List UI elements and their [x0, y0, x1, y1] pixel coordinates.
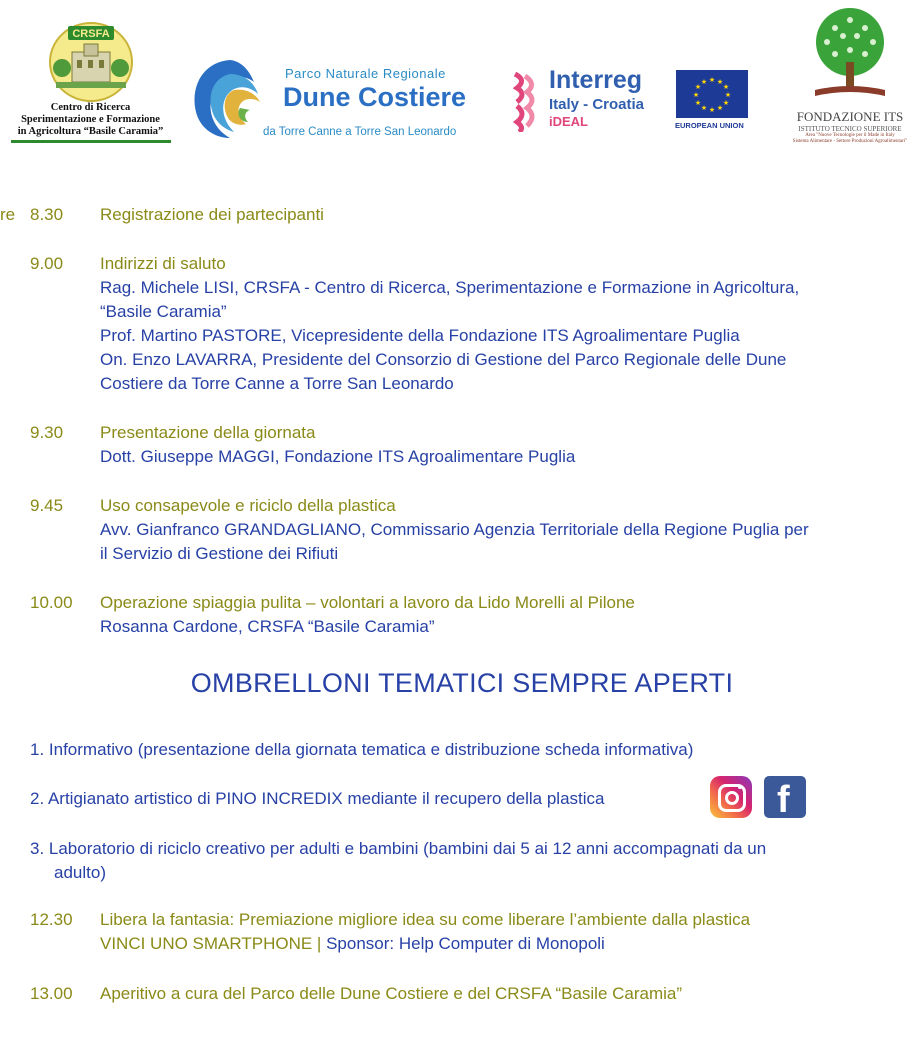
entry-title: Operazione spiaggia pulita – volontari a lavoro da Lido Morelli al Pilone [100, 593, 635, 612]
entry-detail: Rosanna Cardone, CRSFA “Basile Caramia” [100, 617, 435, 636]
entry-detail: Avv. Gianfranco GRANDAGLIANO, Commissario Agenzia Territoriale della Regione Puglia per [100, 520, 809, 539]
entry-title: Libera la fantasia: Premiazione migliore idea su come liberare l’ambiente dalla plastica [100, 910, 751, 929]
entry-detail: Rag. Michele LISI, CRSFA - Centro di Ricerca, Sperimentazione e Formazione in Agricoltura, [100, 278, 800, 297]
facebook-glyph: f [777, 779, 790, 818]
entry-title: Uso consapevole e riciclo della plastica [100, 496, 396, 515]
interreg-title: Interreg [549, 66, 643, 94]
list-item-laboratorio [30, 837, 920, 885]
crsfa-logo [8, 22, 173, 152]
crsfa-badge-text: CRSFA [71, 28, 110, 40]
eu-caption: EUROPEAN UNION [675, 121, 744, 130]
entry-time: 9.00 [30, 254, 64, 273]
svg-text:★: ★ [708, 106, 716, 114]
facebook-icon[interactable] [764, 776, 806, 818]
eu-flag-icon [676, 70, 748, 118]
cut-prefix: re [0, 205, 16, 224]
entry-detail: On. Enzo LAVARRA, Presidente del Consorzio di Gestione del Parco Regionale delle Dune [100, 350, 787, 369]
svg-text:★: ★ [724, 91, 732, 99]
svg-text:★: ★ [708, 76, 716, 84]
its-subtitle: ISTITUTO TECNICO SUPERIORE [798, 125, 902, 133]
svg-text:★: ★ [722, 99, 730, 107]
svg-text:★: ★ [722, 83, 730, 91]
list-item-text: 3. Laboratorio di riciclo creativo per adulti e bambini (bambini dai 5 ai 12 anni accompagnati da un [30, 839, 767, 858]
entry-detail: Prof. Martino PASTORE, Vicepresidente della Fondazione ITS Agroalimentare Puglia [100, 326, 740, 345]
interreg-project: iDEAL [549, 114, 588, 129]
svg-text:★: ★ [716, 104, 724, 112]
interreg-logo [513, 66, 753, 136]
dune-subtitle: Parco Naturale Regionale [285, 66, 446, 81]
svg-text:★: ★ [694, 83, 702, 91]
section-title: OMBRELLONI TEMATICI SEMPRE APERTI [190, 668, 734, 698]
entry-time: 10.00 [30, 593, 73, 612]
entry-title: Presentazione della giornata [100, 423, 316, 442]
entry-title: Registrazione dei partecipanti [100, 205, 324, 224]
logo-header [0, 0, 924, 160]
interreg-program: Italy - Croatia [549, 96, 645, 113]
svg-text:★: ★ [700, 104, 708, 112]
interreg-stripes-icon [513, 72, 543, 132]
entry-time: 13.00 [30, 984, 73, 1003]
entry-detail: Dott. Giuseppe MAGGI, Fondazione ITS Agroalimentare Puglia [100, 447, 576, 466]
list-item-text-continued: adulto) [54, 863, 106, 882]
list-item-text: 1. Informativo (presentazione della giornata tematica e distribuzione scheda informativa) [30, 740, 694, 759]
entry-time: 9.30 [30, 423, 64, 442]
its-area-line-2: Sistema Alimentare - Settore Produzioni Agroalimentari" [792, 139, 908, 144]
entry-detail: Costiere da Torre Canne a Torre San Leonardo [100, 374, 454, 393]
list-item-informativo [30, 738, 920, 762]
entry-time: 12.30 [30, 910, 73, 929]
dune-tagline: da Torre Canne a Torre San Leonardo [263, 126, 457, 138]
crsfa-caption-3: in Agricoltura “Basile Caramia” [17, 126, 164, 137]
crsfa-emblem-icon [48, 22, 134, 102]
svg-text:★: ★ [700, 78, 708, 86]
entry-time: 9.45 [30, 496, 64, 515]
dune-wave-icon [190, 58, 270, 140]
sponsor-text: Sponsor: Help Computer di Monopoli [326, 934, 605, 953]
entry-title: Indirizzi di saluto [100, 254, 226, 273]
list-item-text: 2. Artigianato artistico di PINO INCREDIX mediante il recupero della plastica [30, 789, 605, 808]
instagram-icon[interactable] [710, 776, 752, 818]
dune-costiere-logo [190, 52, 490, 142]
entry-time: 8.30 [30, 205, 64, 224]
crsfa-caption-1: Centro di Ricerca [50, 102, 131, 113]
crsfa-underline [11, 140, 171, 143]
dune-title: Dune Costiere [283, 82, 467, 112]
fondazione-its-logo [786, 6, 914, 154]
svg-text:★: ★ [692, 91, 700, 99]
its-area-line-1: Area "Nuove Tecnologie per il Made in Italy [805, 133, 895, 138]
entry-title: Aperitivo a cura del Parco delle Dune Costiere e del CRSFA “Basile Caramia” [100, 984, 683, 1003]
svg-text:★: ★ [694, 99, 702, 107]
prize-text: VINCI UNO SMARTPHONE | [100, 934, 327, 953]
tree-icon [805, 6, 895, 102]
entry-detail: il Servizio di Gestione dei Rifiuti [100, 544, 339, 563]
its-title: FONDAZIONE ITS [796, 109, 904, 124]
entry-detail: “Basile Caramia” [100, 302, 227, 321]
svg-text:★: ★ [716, 78, 724, 86]
crsfa-caption-2: Sperimentazione e Formazione [21, 114, 160, 125]
